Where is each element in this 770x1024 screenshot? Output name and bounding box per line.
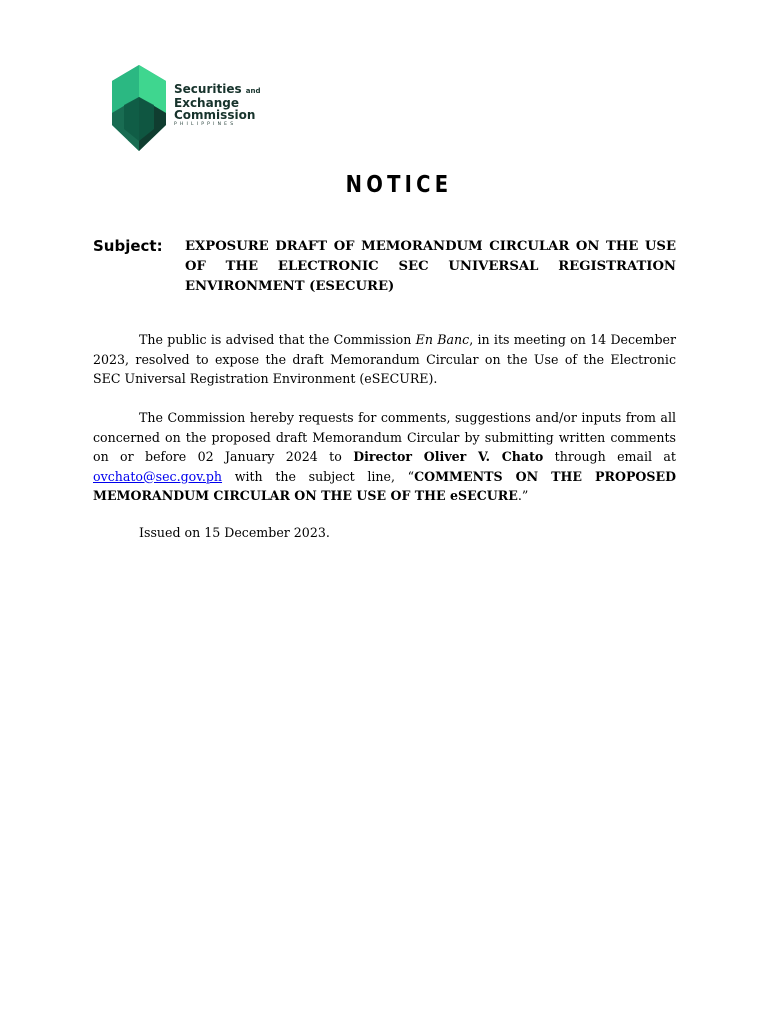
sec-logo <box>108 63 268 155</box>
logo-wordmark <box>174 83 261 128</box>
subject-label: Subject: <box>93 237 163 255</box>
subject-text: EXPOSURE DRAFT OF MEMORANDUM CIRCULAR ON THE USE OF THE ELECTRONIC SEC UNIVERSAL REGISTRATION ENVIRONMENT (ESECURE) <box>185 239 676 294</box>
issued-date: Issued on 15 December 2023. <box>139 525 330 540</box>
page-title: NOTICE <box>345 172 453 198</box>
logo-line-1: Securities and <box>174 82 261 96</box>
director-name: Director Oliver V. Chato <box>353 449 544 464</box>
logo-country: PHILIPPINES <box>174 122 237 127</box>
logo-line-2: Exchange <box>174 96 239 110</box>
sec-logo-icon <box>108 63 170 153</box>
subject-line: COMMENTS ON THE PROPOSED MEMORANDUM CIRCULAR ON THE USE OF THE eSECURE <box>93 468 676 503</box>
email-link[interactable]: ovchato@sec.gov.ph <box>93 468 223 484</box>
logo-line-3: Commission <box>174 108 256 122</box>
paragraph-request: The Commission hereby requests for comments, suggestions and/or inputs from all concerned on the proposed draft Memorandum Circular by submitting written comments on or before 02 January 2024 to Director Oliver V. Chato through email at ovchato@sec.gov.ph with the subject line, “COMMENTS ON THE PROPOSED MEMORANDUM CIRCULAR ON THE USE OF THE eSECURE.” <box>93 410 676 503</box>
paragraph-announcement: The public is advised that the Commission En Banc, in its meeting on 14 December 2023, resolved to expose the draft Memorandum Circular on the Use of the Electronic SEC Universal Registration Environment (eSECURE). <box>93 332 676 386</box>
